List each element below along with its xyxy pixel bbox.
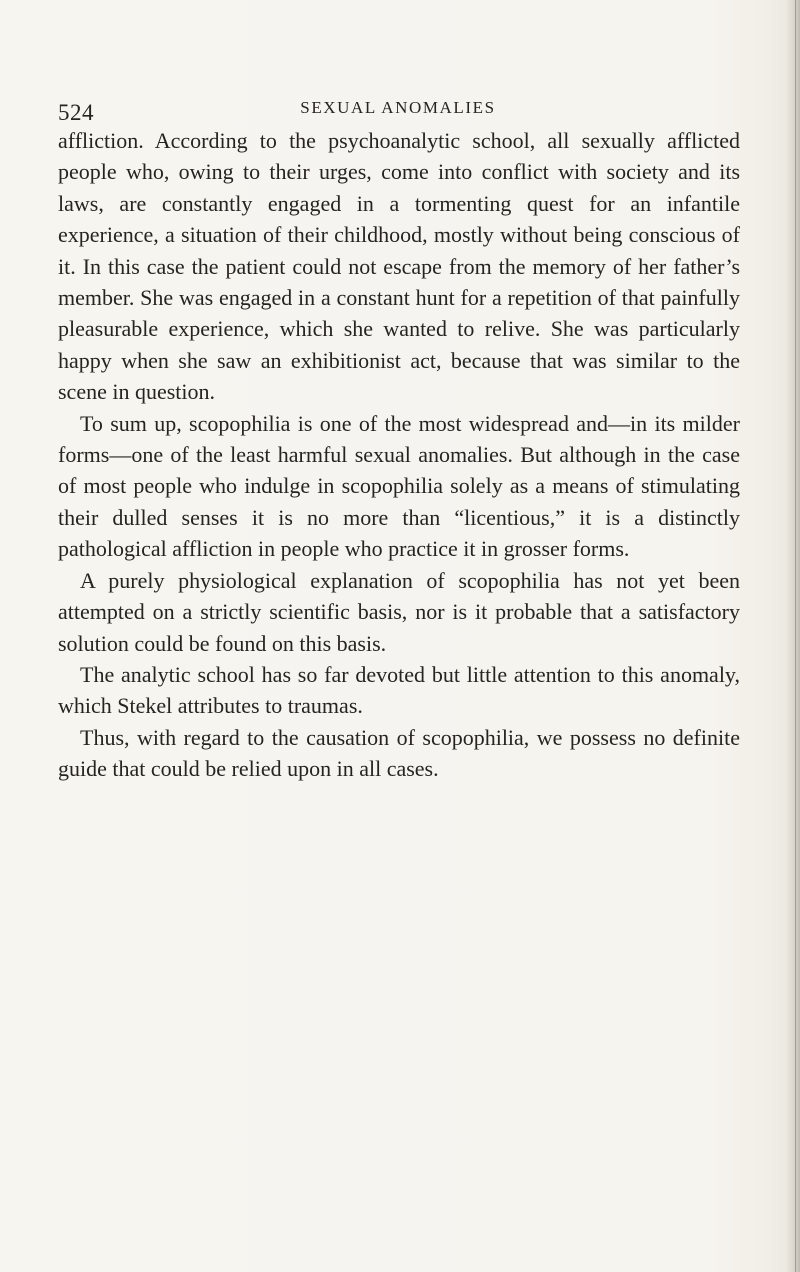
paragraph: To sum up, scopophilia is one of the most widespread and—in its milder forms—one of the least harmful sexual anomalies. But although in the case of most people who indulge in scopophilia solely as a means of stimulating their dulled senses it is no more than “licentious,” it is a distinctly pathological affliction in people who practice it in grosser forms. xyxy=(58,410,740,562)
page-edge-line xyxy=(795,0,796,1272)
paragraph-continuation: affliction. According to the psychoanalytic school, all sexually afflicted people who, owing to their urges, come into conflict with society and its laws, are constantly engaged in a tormenting quest for an infantile experience, a situation of their childhood, mostly without being conscious of it. In this case the patient could not escape from the memory of her father’s member. She was engaged in a constant hunt for a repetition of that painfully pleasurable experience, which she wanted to relive. She was particularly happy when she saw an exhibitionist act, because that was similar to the scene in question. xyxy=(58,128,740,405)
paragraph: Thus, with regard to the causation of scopophilia, we possess no definite guide that could be relied upon in all cases. xyxy=(58,724,740,782)
body-text xyxy=(58,125,740,785)
paragraph: A purely physiological explanation of scopophilia has not yet been attempted on a strictly scientific basis, nor is it probable that a satisfactory solution could be found on this basis. xyxy=(58,567,740,656)
page-number: 524 xyxy=(58,100,94,125)
running-head xyxy=(58,96,738,128)
page-edge-shadow xyxy=(786,0,800,1272)
running-title: SEXUAL ANOMALIES xyxy=(300,98,496,117)
paragraph: The analytic school has so far devoted but little attention to this anomaly, which Stekel attributes to traumas. xyxy=(58,661,740,719)
